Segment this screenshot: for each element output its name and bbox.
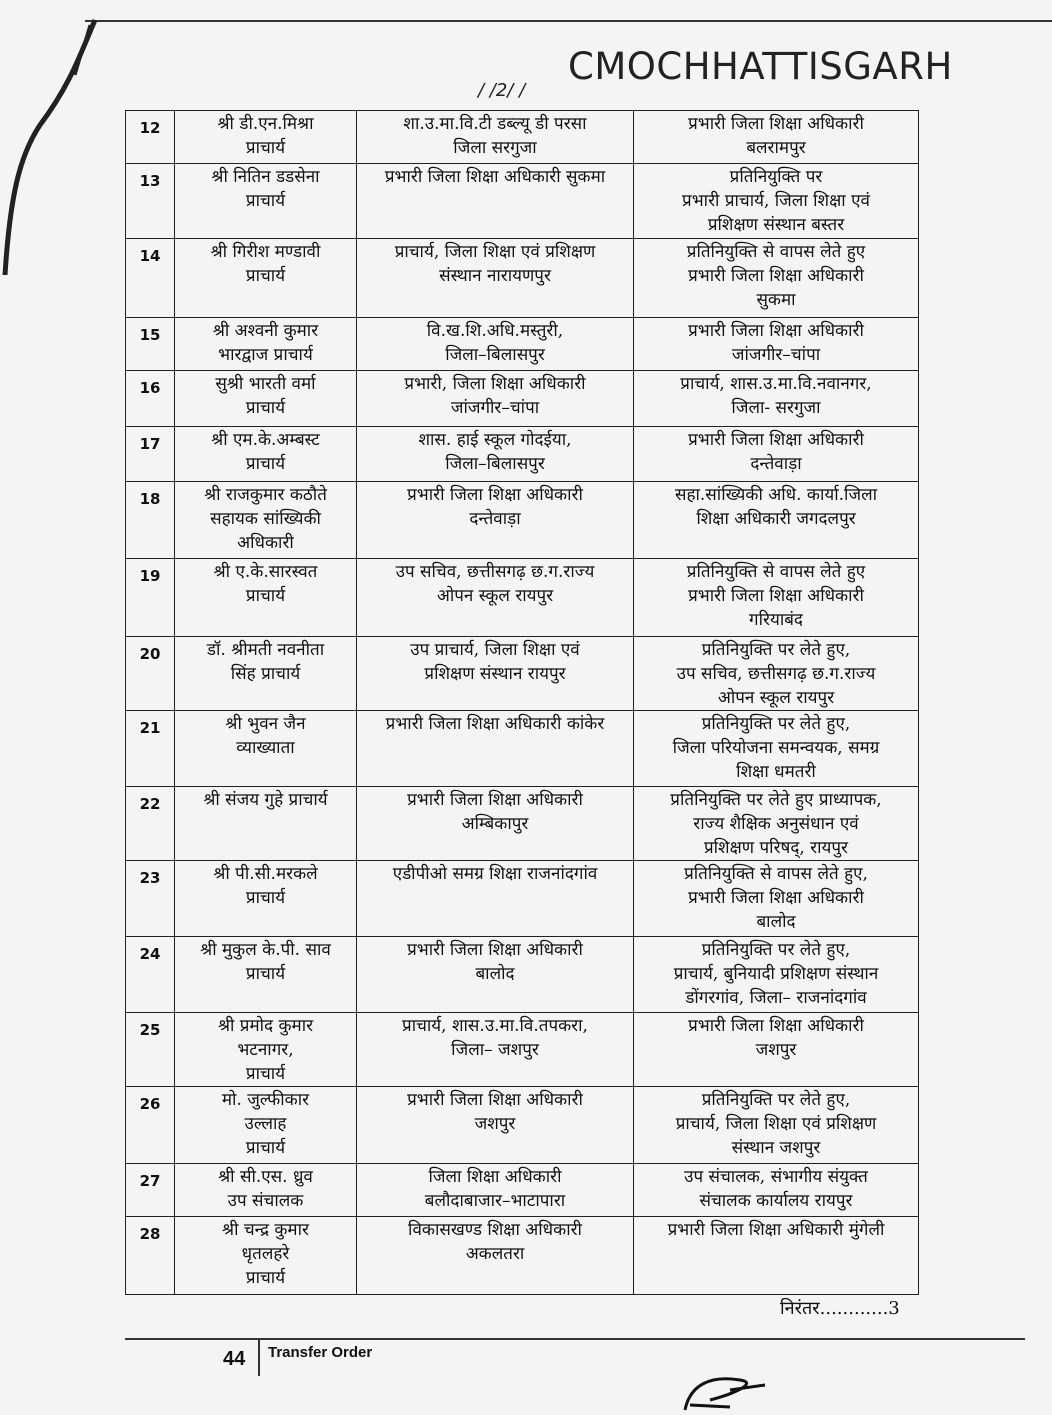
current-posting-cell-line: संस्थान नारायणपुर: [439, 266, 551, 286]
serial-number-cell: 17: [126, 427, 175, 482]
name-designation-cell-line: धृतलहरे: [241, 1244, 290, 1264]
new-posting-cell-line: प्राचार्य, बुनियादी प्रशिक्षण संस्थान: [673, 964, 879, 984]
new-posting-cell-line: प्रतिनियुक्ति पर लेते हुए,: [701, 640, 851, 660]
serial-number-cell: 14: [126, 239, 175, 318]
name-designation-cell-line: सुश्री भारती वर्मा: [215, 374, 316, 394]
serial-number-cell: 13: [126, 164, 175, 239]
watermark-text: CMOCHHATTISGARH: [568, 45, 953, 88]
transfer-table: [125, 110, 919, 1295]
current-posting-cell-line: बालोद: [475, 964, 515, 984]
name-designation-cell: [175, 637, 357, 711]
name-designation-cell-line: मो. जुल्फीकार: [221, 1090, 310, 1110]
transfer-table-body: [126, 111, 919, 1295]
serial-number-cell: 20: [126, 637, 175, 711]
name-designation-cell-line: श्री ए.के.सारस्वत: [213, 562, 318, 582]
current-posting-cell-line: जांजगीर–चांपा: [450, 398, 540, 418]
new-posting-cell-line: जांजगीर–चांपा: [731, 345, 821, 365]
name-designation-cell-line: प्राचार्य: [245, 138, 286, 158]
new-posting-cell-line: प्राचार्य, शास.उ.मा.वि.नवानगर,: [680, 374, 872, 394]
new-posting-cell-line: डोंगरगांव, जिला– राजनांदगांव: [685, 988, 867, 1008]
new-posting-cell-line: संचालक कार्यालय रायपुर: [699, 1191, 853, 1211]
new-posting-cell: [634, 239, 919, 318]
new-posting-cell-line: प्रभारी जिला शिक्षा अधिकारी: [688, 430, 864, 450]
current-posting-cell: [357, 1217, 634, 1295]
name-designation-cell-line: श्री चन्द्र कुमार: [222, 1220, 309, 1240]
current-posting-cell-line: जिला– जशपुर: [451, 1040, 539, 1060]
table-row: [126, 371, 919, 427]
serial-number-cell: 21: [126, 711, 175, 787]
current-posting-cell: [357, 559, 634, 637]
table-row: [126, 239, 919, 318]
new-posting-cell-line: प्रतिनियुक्ति पर लेते हुए,: [701, 1090, 851, 1110]
new-posting-cell: [634, 1087, 919, 1164]
name-designation-cell: [175, 711, 357, 787]
footer-page-number: 44: [223, 1348, 246, 1370]
table-row: [126, 1013, 919, 1087]
table-row: [126, 787, 919, 861]
new-posting-cell-line: प्रभारी जिला शिक्षा अधिकारी: [688, 1016, 864, 1036]
new-posting-cell-line: सहा.सांख्यिकी अधि. कार्या.जिला: [674, 485, 878, 505]
current-posting-cell: [357, 711, 634, 787]
name-designation-cell-line: प्राचार्य: [245, 586, 286, 606]
serial-number-cell: 15: [126, 318, 175, 371]
current-posting-cell: [357, 937, 634, 1013]
current-posting-cell-line: वि.ख.शि.अधि.मस्तुरी,: [426, 321, 564, 341]
table-row: [126, 318, 919, 371]
current-posting-cell: [357, 861, 634, 937]
name-designation-cell-line: प्राचार्य: [245, 398, 286, 418]
new-posting-cell-line: प्रभारी जिला शिक्षा अधिकारी: [688, 586, 864, 606]
table-row: [126, 1164, 919, 1217]
new-posting-cell: [634, 559, 919, 637]
current-posting-cell: [357, 1013, 634, 1087]
current-posting-cell-line: जिला–बिलासपुर: [445, 345, 545, 365]
current-posting-cell-line: प्राचार्य, जिला शिक्षा एवं प्रशिक्षण: [394, 242, 596, 262]
serial-number-cell: 27: [126, 1164, 175, 1217]
name-designation-cell: [175, 318, 357, 371]
new-posting-cell-line: प्रभारी जिला शिक्षा अधिकारी मुंगेली: [667, 1220, 885, 1240]
new-posting-cell-line: प्रभारी जिला शिक्षा अधिकारी: [688, 888, 864, 908]
current-posting-cell-line: प्रभारी जिला शिक्षा अधिकारी: [407, 940, 583, 960]
name-designation-cell-line: श्री मुकुल के.पी. साव: [200, 940, 331, 960]
new-posting-cell: [634, 318, 919, 371]
current-posting-cell-line: प्रभारी जिला शिक्षा अधिकारी कांकेर: [385, 714, 605, 734]
serial-number-cell: 23: [126, 861, 175, 937]
current-posting-cell: [357, 637, 634, 711]
name-designation-cell-line: श्री प्रमोद कुमार: [217, 1016, 314, 1036]
new-posting-cell-line: शिक्षा धमतरी: [736, 762, 816, 782]
current-posting-cell: [357, 1164, 634, 1217]
new-posting-cell-line: जिला परियोजना समन्वयक, समग्र: [672, 738, 880, 758]
name-designation-cell-line: अधिकारी: [237, 533, 294, 553]
serial-number-cell: 28: [126, 1217, 175, 1295]
name-designation-cell-line: प्राचार्य: [245, 1138, 286, 1158]
current-posting-cell-line: प्रभारी जिला शिक्षा अधिकारी: [407, 485, 583, 505]
footer-label: Transfer Order: [268, 1344, 373, 1361]
new-posting-cell-line: गरियाबंद: [749, 610, 803, 630]
new-posting-cell-line: प्रतिनियुक्ति से वापस लेते हुए: [686, 562, 866, 582]
new-posting-cell-line: प्रभारी जिला शिक्षा अधिकारी: [688, 321, 864, 341]
name-designation-cell-line: प्राचार्य: [245, 888, 286, 908]
new-posting-cell-line: उप सचिव, छत्तीसगढ़ छ.ग.राज्य: [676, 664, 876, 684]
name-designation-cell: [175, 482, 357, 559]
continued-note: निरंतर............3: [780, 1298, 900, 1319]
current-posting-cell-line: शास. हाई स्कूल गोदईया,: [418, 430, 572, 450]
name-designation-cell-line: सिंह प्राचार्य: [230, 664, 301, 684]
new-posting-cell-line: जशपुर: [755, 1040, 797, 1060]
name-designation-cell-line: सहायक सांख्यिकी: [210, 509, 321, 529]
name-designation-cell: [175, 111, 357, 164]
new-posting-cell-line: प्रशिक्षण परिषद्, रायपुर: [703, 838, 849, 858]
name-designation-cell-line: श्री भुवन जैन: [225, 714, 306, 734]
current-posting-cell: [357, 318, 634, 371]
current-posting-cell-line: बलौदाबाजार–भाटापारा: [424, 1191, 566, 1211]
name-designation-cell-line: श्री डी.एन.मिश्रा: [217, 114, 314, 134]
current-posting-cell-line: दन्तेवाड़ा: [469, 509, 521, 529]
table-row: [126, 637, 919, 711]
name-designation-cell-line: उल्लाह: [244, 1114, 287, 1134]
serial-number-cell: 25: [126, 1013, 175, 1087]
table-row: [126, 1217, 919, 1295]
name-designation-cell-line: प्राचार्य: [245, 1064, 286, 1084]
new-posting-cell: [634, 1217, 919, 1295]
new-posting-cell-line: बलरामपुर: [746, 138, 806, 158]
new-posting-cell-line: दन्तेवाड़ा: [750, 454, 802, 474]
name-designation-cell-line: श्री एम.के.अम्बस्ट: [211, 430, 320, 450]
current-posting-cell-line: प्राचार्य, शास.उ.मा.वि.तपकरा,: [402, 1016, 588, 1036]
serial-number-cell: 24: [126, 937, 175, 1013]
current-posting-cell-line: जिला शिक्षा अधिकारी: [428, 1167, 562, 1187]
footer-rule: [125, 1338, 1025, 1340]
new-posting-cell: [634, 711, 919, 787]
current-posting-cell-line: जशपुर: [474, 1114, 516, 1134]
current-posting-cell: [357, 239, 634, 318]
serial-number-cell: 19: [126, 559, 175, 637]
name-designation-cell-line: श्री गिरीश मण्डावी: [210, 242, 321, 262]
new-posting-cell-line: प्रभारी जिला शिक्षा अधिकारी: [688, 266, 864, 286]
table-row: [126, 111, 919, 164]
current-posting-cell: [357, 371, 634, 427]
name-designation-cell-line: श्री पी.सी.मरकले: [213, 864, 318, 884]
serial-number-cell: 26: [126, 1087, 175, 1164]
new-posting-cell: [634, 427, 919, 482]
name-designation-cell: [175, 1164, 357, 1217]
new-posting-cell: [634, 787, 919, 861]
current-posting-cell-line: एडीपीओ समग्र शिक्षा राजनांदगांव: [392, 864, 598, 884]
new-posting-cell-line: राज्य शैक्षिक अनुसंधान एवं: [693, 814, 859, 834]
new-posting-cell-line: प्रभारी प्राचार्य, जिला शिक्षा एवं: [682, 191, 870, 211]
new-posting-cell: [634, 371, 919, 427]
current-posting-cell-line: प्रभारी जिला शिक्षा अधिकारी: [407, 790, 583, 810]
name-designation-cell-line: प्राचार्य: [245, 454, 286, 474]
current-posting-cell-line: प्रभारी जिला शिक्षा अधिकारी: [407, 1090, 583, 1110]
name-designation-cell-line: व्याख्याता: [236, 738, 295, 758]
new-posting-cell-line: ओपन स्कूल रायपुर: [717, 688, 835, 708]
name-designation-cell-line: प्राचार्य: [245, 1268, 286, 1288]
name-designation-cell: [175, 787, 357, 861]
name-designation-cell-line: डॉ. श्रीमती नवनीता: [206, 640, 325, 660]
name-designation-cell-line: श्री नितिन डडसेना: [211, 167, 320, 187]
current-posting-cell: [357, 482, 634, 559]
new-posting-cell-line: प्राचार्य, जिला शिक्षा एवं प्रशिक्षण: [675, 1114, 877, 1134]
name-designation-cell: [175, 1013, 357, 1087]
new-posting-cell-line: प्रतिनियुक्ति से वापस लेते हुए: [686, 242, 866, 262]
current-posting-cell-line: प्रभारी जिला शिक्षा अधिकारी सुकमा: [384, 167, 606, 187]
current-posting-cell: [357, 787, 634, 861]
name-designation-cell-line: प्राचार्य: [245, 964, 286, 984]
name-designation-cell-line: श्री संजय गुहे प्राचार्य: [203, 790, 328, 810]
new-posting-cell: [634, 637, 919, 711]
footer-separator: [258, 1340, 260, 1376]
current-posting-cell: [357, 111, 634, 164]
new-posting-cell-line: प्रतिनियुक्ति पर: [729, 167, 823, 187]
name-designation-cell: [175, 861, 357, 937]
current-posting-cell-line: अम्बिकापुर: [461, 814, 529, 834]
new-posting-cell: [634, 482, 919, 559]
page-marker: / /2/ /: [478, 80, 526, 101]
serial-number-cell: 16: [126, 371, 175, 427]
current-posting-cell-line: जिला–बिलासपुर: [445, 454, 545, 474]
current-posting-cell-line: शा.उ.मा.वि.टी डब्ल्यू डी परसा: [403, 114, 587, 134]
name-designation-cell: [175, 1217, 357, 1295]
table-row: [126, 711, 919, 787]
current-posting-cell: [357, 1087, 634, 1164]
name-designation-cell: [175, 164, 357, 239]
table-row: [126, 482, 919, 559]
new-posting-cell-line: प्रशिक्षण संस्थान बस्तर: [707, 215, 845, 235]
new-posting-cell-line: प्रभारी जिला शिक्षा अधिकारी: [688, 114, 864, 134]
name-designation-cell: [175, 559, 357, 637]
new-posting-cell: [634, 111, 919, 164]
new-posting-cell-line: प्रतिनियुक्ति से वापस लेते हुए,: [684, 864, 868, 884]
name-designation-cell-line: प्राचार्य: [245, 191, 286, 211]
current-posting-cell-line: उप प्राचार्य, जिला शिक्षा एवं: [410, 640, 580, 660]
table-row: [126, 937, 919, 1013]
table-row: [126, 164, 919, 239]
new-posting-cell: [634, 1164, 919, 1217]
name-designation-cell-line: प्राचार्य: [245, 266, 286, 286]
current-posting-cell-line: विकासखण्ड शिक्षा अधिकारी: [408, 1220, 582, 1240]
current-posting-cell-line: प्रभारी, जिला शिक्षा अधिकारी: [404, 374, 586, 394]
name-designation-cell: [175, 1087, 357, 1164]
name-designation-cell: [175, 427, 357, 482]
name-designation-cell-line: श्री राजकुमार कठौते: [204, 485, 327, 505]
top-border-line: [85, 20, 1052, 22]
new-posting-cell-line: उप संचालक, संभागीय संयुक्त: [684, 1167, 868, 1187]
serial-number-cell: 22: [126, 787, 175, 861]
table-row: [126, 861, 919, 937]
signature-mark: [670, 1355, 830, 1415]
new-posting-cell-line: प्रतिनियुक्ति पर लेते हुए प्राध्यापक,: [670, 790, 882, 810]
name-designation-cell: [175, 371, 357, 427]
new-posting-cell-line: प्रतिनियुक्ति पर लेते हुए,: [701, 714, 851, 734]
current-posting-cell-line: प्रशिक्षण संस्थान रायपुर: [424, 664, 566, 684]
new-posting-cell-line: जिला- सरगुजा: [731, 398, 821, 418]
name-designation-cell-line: भटनागर,: [237, 1040, 294, 1060]
new-posting-cell: [634, 1013, 919, 1087]
new-posting-cell-line: शिक्षा अधिकारी जगदलपुर: [696, 509, 856, 529]
current-posting-cell-line: अकलतरा: [465, 1244, 525, 1264]
new-posting-cell-line: बालोद: [756, 912, 796, 932]
new-posting-cell-line: सुकमा: [756, 290, 796, 310]
current-posting-cell: [357, 164, 634, 239]
current-posting-cell-line: ओपन स्कूल रायपुर: [436, 586, 554, 606]
table-row: [126, 427, 919, 482]
serial-number-cell: 18: [126, 482, 175, 559]
name-designation-cell-line: श्री सी.एस. ध्रुव: [218, 1167, 313, 1187]
serial-number-cell: 12: [126, 111, 175, 164]
name-designation-cell-line: श्री अश्वनी कुमार: [212, 321, 319, 341]
left-edge-stroke: [0, 15, 110, 275]
current-posting-cell: [357, 427, 634, 482]
new-posting-cell: [634, 861, 919, 937]
name-designation-cell: [175, 239, 357, 318]
new-posting-cell: [634, 164, 919, 239]
table-row: [126, 559, 919, 637]
new-posting-cell-line: प्रतिनियुक्ति पर लेते हुए,: [701, 940, 851, 960]
name-designation-cell-line: उप संचालक: [227, 1191, 304, 1211]
new-posting-cell-line: संस्थान जशपुर: [731, 1138, 821, 1158]
name-designation-cell: [175, 937, 357, 1013]
table-row: [126, 1087, 919, 1164]
new-posting-cell: [634, 937, 919, 1013]
current-posting-cell-line: जिला सरगुजा: [453, 138, 537, 158]
name-designation-cell-line: भारद्वाज प्राचार्य: [218, 345, 313, 365]
current-posting-cell-line: उप सचिव, छत्तीसगढ़ छ.ग.राज्य: [395, 562, 595, 582]
